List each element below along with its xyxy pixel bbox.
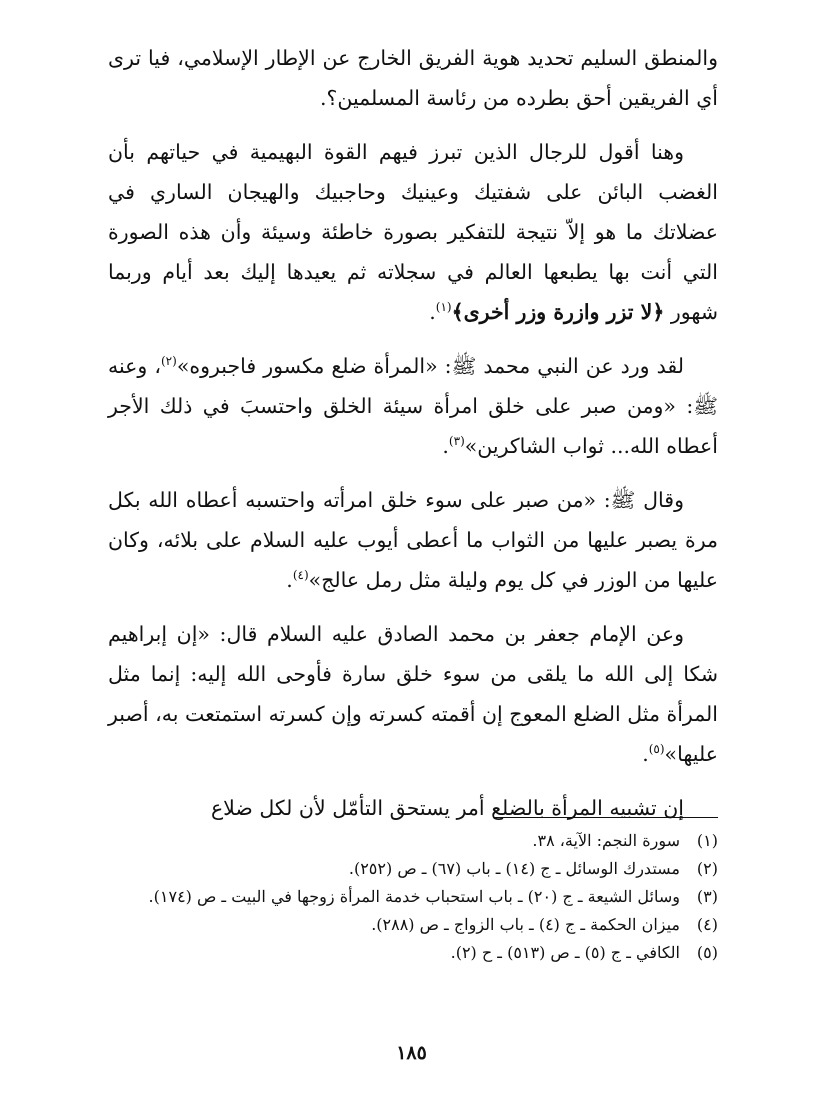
- footnote-number: (٣): [696, 887, 718, 906]
- paragraph-5-text: وعن الإمام جعفر بن محمد الصادق عليه السلام قال: «إن إبراهيم شكا إلى الله ما يلقى من سوء خلق سارة فأوحى الله إليه: إنما مثل المرأة مثل الضلع المعوج إن أقمته كسرته وإن كسرته استمتعت به، أصبر عليها»: [108, 622, 718, 766]
- footnote-number: (١): [696, 831, 718, 850]
- paragraph-2-text: وهنا أقول للرجال الذين تبرز فيهم القوة البهيمية في حياتهم بأن الغضب البائن على شفتيك وعينيك وحاجبيك والهيجان الساري في عضلاتك ما هو إلاّ نتيجة للتفكير بصورة خاطئة وسيئة وأن هذه الصورة التي أنت بها يطبعها العالم في سجلاته ثم يعيدها إليك بعد أيام وربما شهور: [108, 140, 718, 324]
- paragraph-4-end: .: [286, 568, 293, 592]
- paragraph-3-mid: ، وعنه ﷺ: «ومن صبر على خلق امرأة سيئة الخلق واحتسبَ في ذلك الأجر أعطاه الله... ثواب الشاكرين»: [108, 354, 718, 458]
- page-number: ١٨٥: [396, 1042, 427, 1064]
- main-text: [108, 38, 718, 842]
- footnote-ref-3[interactable]: (٣): [448, 434, 465, 449]
- footnote-text: ميزان الحكمة ـ ج (٤) ـ باب الزواج ـ ص (٢٨٨).: [371, 915, 680, 934]
- footnote-item: [108, 883, 718, 911]
- footnote-text: وسائل الشيعة ـ ج (٢٠) ـ باب استحباب خدمة المرأة زوجها في البيت ـ ص (١٧٤).: [148, 887, 680, 906]
- paragraph-6: إن تشبيه المرأة بالضلع أمر يستحق التأمّل لأن لكل ضلاع: [210, 796, 684, 820]
- footnote-number: (٥): [696, 943, 718, 962]
- footnote-item: [108, 827, 718, 855]
- paragraph-4: [108, 480, 718, 600]
- paragraph-2: [108, 132, 718, 332]
- footnote-text: الكافي ـ ج (٥) ـ ص (٥١٣) ـ ح (٢).: [450, 943, 680, 962]
- paragraph-3: [108, 346, 718, 466]
- footnote-number: (٢): [696, 859, 718, 878]
- paragraph-5-end: .: [642, 742, 649, 766]
- paragraph-3-text: لقد ورد عن النبي محمد ﷺ: «المرأة ضلع مكسور فاجبروه»: [176, 354, 684, 378]
- paragraph-2-end: .: [429, 300, 436, 324]
- footnotes: [108, 827, 718, 967]
- footnote-ref-1[interactable]: (١): [435, 300, 452, 315]
- paragraph-3-end: .: [442, 434, 449, 458]
- footnote-item: [108, 939, 718, 967]
- footnote-ref-2[interactable]: (٢): [160, 354, 177, 369]
- paragraph-5: [108, 614, 718, 774]
- footnote-number: (٤): [696, 915, 718, 934]
- footnote-ref-4[interactable]: (٤): [292, 568, 309, 583]
- paragraph-1: والمنطق السليم تحديد هوية الفريق الخارج عن الإطار الإسلامي، فيا ترى أي الفريقين أحق بطرده من رئاسة المسلمين؟.: [108, 46, 718, 110]
- paragraph-4-text: وقال ﷺ: «من صبر على سوء خلق امرأته واحتسبه أعطاه الله بكل مرة يصبر عليها من الثواب ما أعطى أيوب عليه السلام على بلائه، وكان عليها من الوزر في كل يوم وليلة مثل رمل عالج»: [108, 488, 718, 592]
- footnote-text: مستدرك الوسائل ـ ج (١٤) ـ باب (٦٧) ـ ص (٢٥٢).: [348, 859, 680, 878]
- footnote-divider: [493, 817, 718, 818]
- footnote-item: [108, 855, 718, 883]
- footnote-ref-5[interactable]: (٥): [648, 742, 665, 757]
- quran-quote: ﴿لا تزر وازرة وزر أخرى﴾: [451, 300, 665, 324]
- footnote-item: [108, 911, 718, 939]
- footnote-text: سورة النجم: الآية، ٣٨.: [532, 831, 680, 850]
